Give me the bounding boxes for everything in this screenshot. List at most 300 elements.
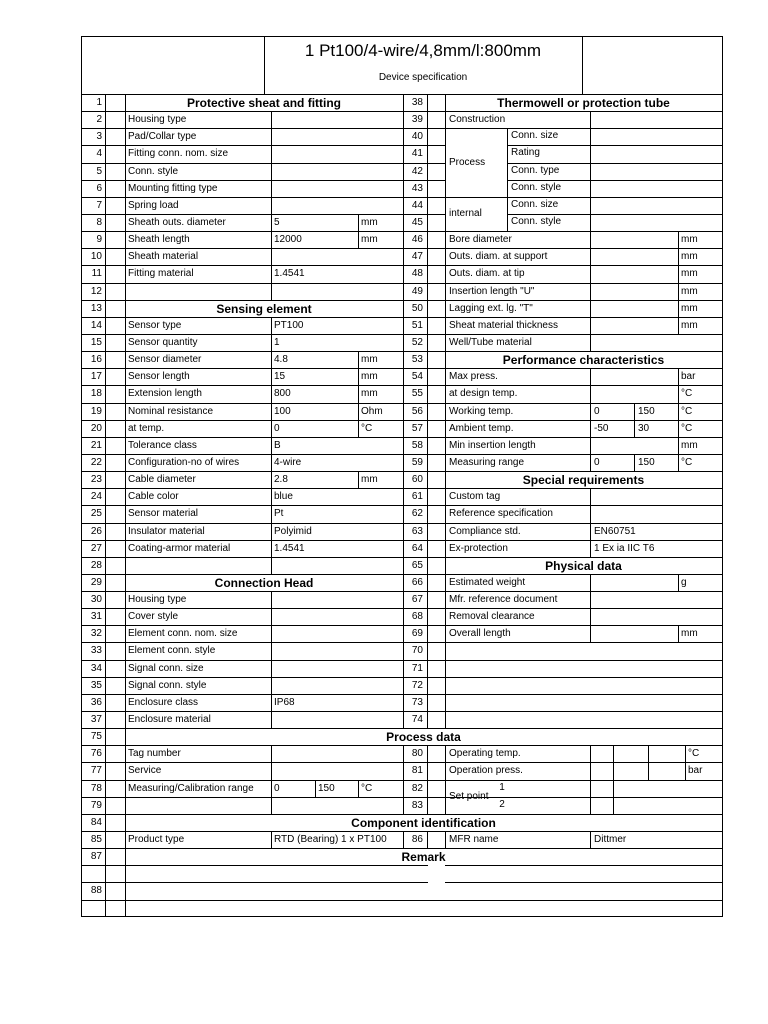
row-value: 4-wire (274, 457, 302, 468)
row-label: Sensor quantity (128, 337, 198, 348)
section-header: Process data (386, 730, 461, 744)
grid-line (125, 94, 126, 917)
grid-line (81, 728, 723, 729)
grid-line (81, 283, 723, 284)
row-number: 46 (411, 234, 423, 245)
group-label-internal: internal (449, 208, 482, 219)
row-label: Element conn. style (128, 645, 216, 656)
line-mask (446, 180, 507, 181)
row-number: 57 (411, 423, 423, 434)
grid-line (590, 180, 591, 198)
row-label: Outs. diam. at tip (449, 268, 525, 279)
row-number: 16 (90, 354, 102, 365)
row-number: 58 (411, 440, 423, 451)
grid-line (678, 283, 679, 301)
grid-line (685, 745, 686, 781)
grid-line (590, 454, 591, 472)
row-number: 79 (90, 800, 102, 811)
grid-line (81, 677, 723, 678)
grid-line (358, 368, 359, 386)
row-label: Sheath material (128, 251, 199, 262)
row-number: 65 (411, 560, 423, 571)
row-value: 30 (638, 423, 650, 434)
grid-line (271, 197, 272, 215)
grid-line (271, 128, 272, 146)
row-label: Operating temp. (449, 748, 521, 759)
row-label: Sensor type (128, 320, 182, 331)
row-value: 1.4541 (274, 268, 305, 279)
row-number: 33 (90, 645, 102, 656)
grid-line (81, 265, 723, 266)
row-label: Sheat material thickness (449, 320, 558, 331)
row-number: 22 (90, 457, 102, 468)
grid-line (271, 420, 272, 438)
row-number: 15 (90, 337, 102, 348)
row-unit: mm (361, 474, 378, 485)
row-label: Nominal resistance (128, 406, 214, 417)
row-label: Measuring/Calibration range (128, 783, 254, 794)
row-value: RTD (Bearing) 1 x PT100 (274, 834, 387, 845)
grid-line (105, 94, 106, 917)
grid-line (590, 745, 591, 815)
grid-line (81, 711, 723, 712)
row-value: 0 (594, 406, 600, 417)
grid-line (81, 625, 723, 626)
grid-line (81, 454, 723, 455)
row-number: 81 (411, 765, 423, 776)
grid-line (81, 557, 723, 558)
row-label: Lagging ext. lg. "T" (449, 303, 533, 314)
row-number: 68 (411, 611, 423, 622)
grid-line (271, 540, 272, 558)
row-unit: °C (681, 406, 693, 417)
row-number: 72 (411, 680, 423, 691)
grid-line (271, 111, 272, 129)
row-number: 52 (411, 337, 423, 348)
section-header: Special requirements (522, 473, 645, 487)
row-value: 4.8 (274, 354, 288, 365)
row-number: 4 (96, 148, 102, 159)
row-number: 82 (411, 783, 423, 794)
row-number: 28 (90, 560, 102, 571)
grid-line (81, 403, 723, 404)
grid-line (81, 94, 723, 95)
grid-line (81, 642, 723, 643)
row-value: 1 Ex ia IIC T6 (594, 543, 655, 554)
row-unit: mm (681, 251, 698, 262)
row-number: 35 (90, 680, 102, 691)
row-number: 14 (90, 320, 102, 331)
grid-line (81, 317, 723, 318)
row-unit: mm (681, 286, 698, 297)
row-value: 0 (274, 783, 280, 794)
row-label: Service (128, 765, 162, 776)
grid-line (271, 180, 272, 198)
grid-line (271, 625, 272, 643)
grid-line (613, 780, 614, 815)
row-label: Housing type (128, 594, 187, 605)
row-number: 76 (90, 748, 102, 759)
grid-line (271, 454, 272, 472)
row-value: 5 (274, 217, 280, 228)
grid-line (507, 197, 508, 215)
grid-line (590, 145, 591, 164)
row-label: Insertion length "U" (449, 286, 535, 297)
grid-line (81, 574, 723, 575)
grid-line (81, 334, 723, 335)
grid-line (634, 454, 635, 472)
grid-line (590, 128, 591, 146)
grid-line (507, 180, 723, 181)
grid-line (358, 385, 359, 404)
row-value: PT100 (274, 320, 304, 331)
grid-line (81, 780, 723, 781)
row-label: Outs. diam. at support (449, 251, 548, 262)
row-unit: mm (681, 303, 698, 314)
grid-line (678, 454, 679, 472)
row-label: Operation press. (449, 765, 523, 776)
row-number: 86 (411, 834, 423, 845)
row-label: Max press. (449, 371, 498, 382)
grid-line (634, 403, 635, 421)
row-label: Removal clearance (449, 611, 535, 622)
grid-line (358, 214, 359, 232)
row-unit: mm (361, 388, 378, 399)
grid-line (507, 163, 723, 164)
grid-line (634, 420, 635, 438)
row-number: 7 (96, 200, 102, 211)
grid-line (271, 163, 272, 181)
row-label: Estimated weight (449, 577, 526, 588)
row-unit: °C (361, 423, 373, 434)
grid-line (590, 385, 591, 404)
grid-line (81, 300, 723, 301)
grid-line (358, 471, 359, 489)
grid-line (590, 163, 591, 181)
row-number: 26 (90, 526, 102, 537)
row-number: 74 (411, 714, 423, 725)
row-label: Signal conn. style (128, 680, 207, 691)
grid-line (271, 642, 272, 661)
grid-line (358, 780, 359, 798)
set-point-1: 1 (499, 782, 505, 793)
grid-line (271, 214, 272, 232)
grid-line (678, 265, 679, 284)
grid-line (507, 163, 508, 181)
row-number: 45 (411, 217, 423, 228)
grid-line (271, 368, 272, 386)
row-label: at design temp. (449, 388, 518, 399)
grid-line (590, 214, 591, 232)
grid-line (613, 745, 614, 781)
grid-line (271, 694, 272, 712)
row-label: Custom tag (449, 491, 501, 502)
row-number: 40 (411, 131, 423, 142)
grid-line (648, 745, 649, 781)
grid-line (678, 574, 679, 592)
section-header: Physical data (545, 559, 622, 573)
row-value: 1 (274, 337, 280, 348)
row-number: 48 (411, 268, 423, 279)
row-value: 150 (318, 783, 335, 794)
grid-line (590, 368, 591, 386)
row-number: 17 (90, 371, 102, 382)
grid-line (271, 231, 272, 249)
row-number: 78 (90, 783, 102, 794)
row-label: Sheath length (128, 234, 190, 245)
row-number: 18 (90, 388, 102, 399)
row-value: Polyimid (274, 526, 312, 537)
grid-line (358, 403, 359, 421)
grid-line (590, 574, 591, 592)
row-number: 42 (411, 166, 423, 177)
row-label: Compliance std. (449, 526, 521, 537)
grid-line (358, 351, 359, 369)
row-label: Mounting fitting type (128, 183, 218, 194)
grid-line (81, 385, 723, 386)
row-label: Sensor length (128, 371, 190, 382)
row-number: 83 (411, 800, 423, 811)
row-label: Sensor diameter (128, 354, 202, 365)
grid-line (590, 505, 591, 524)
row-label: MFR name (449, 834, 499, 845)
row-label: Bore diameter (449, 234, 512, 245)
row-label: Tolerance class (128, 440, 197, 451)
row-number: 19 (90, 406, 102, 417)
row-number: 51 (411, 320, 423, 331)
row-label: Ambient temp. (449, 423, 514, 434)
row-number: 36 (90, 697, 102, 708)
row-number: 66 (411, 577, 423, 588)
grid-line (81, 111, 723, 112)
grid-line (445, 94, 446, 729)
row-value: 12000 (274, 234, 302, 245)
row-label: Insulator material (128, 526, 205, 537)
grid-line (81, 916, 723, 917)
section-header: Component identification (351, 816, 496, 830)
grid-line (271, 660, 272, 678)
grid-line (590, 591, 591, 609)
grid-line (427, 831, 428, 849)
grid-line (271, 677, 272, 695)
row-label: Spring load (128, 200, 179, 211)
row-unit: Ohm (361, 406, 383, 417)
row-number: 39 (411, 114, 423, 125)
row-unit: g (681, 577, 687, 588)
row-label: Fitting conn. nom. size (128, 148, 229, 159)
row-label: Enclosure material (128, 714, 211, 725)
section-header: Sensing element (216, 302, 312, 316)
grid-line (81, 831, 723, 832)
grid-line (81, 797, 723, 798)
row-value: IP68 (274, 697, 295, 708)
row-label: Cover style (128, 611, 179, 622)
row-unit: mm (361, 234, 378, 245)
grid-line (81, 471, 723, 472)
row-number: 63 (411, 526, 423, 537)
row-unit: mm (681, 440, 698, 451)
row-sublabel: Conn. size (511, 130, 559, 141)
grid-line (590, 420, 591, 438)
grid-line (81, 882, 428, 883)
grid-line (445, 745, 446, 815)
row-number: 85 (90, 834, 102, 845)
row-number: 20 (90, 423, 102, 434)
page-subtitle: Device specification (378, 72, 468, 83)
row-number: 13 (90, 303, 102, 314)
row-number: 80 (411, 748, 423, 759)
row-number: 69 (411, 628, 423, 639)
row-number: 32 (90, 628, 102, 639)
row-unit: bar (681, 371, 696, 382)
row-label: Sheath outs. diameter (128, 217, 226, 228)
row-unit: mm (681, 628, 698, 639)
grid-line (590, 540, 591, 558)
row-unit: mm (361, 354, 378, 365)
row-number: 8 (96, 217, 102, 228)
row-label: Ex-protection (449, 543, 508, 554)
row-unit: mm (681, 234, 698, 245)
row-label: Conn. style (128, 166, 179, 177)
grid-line (81, 36, 723, 37)
row-sublabel: Conn. style (511, 182, 562, 193)
row-number: 73 (411, 697, 423, 708)
row-number: 25 (90, 508, 102, 519)
row-label: at temp. (128, 423, 165, 434)
grid-line (507, 145, 508, 164)
page-title: 1 Pt100/4-wire/4,8mm/l:800mm (304, 41, 542, 60)
grid-line (445, 865, 723, 866)
row-number: 75 (90, 731, 102, 742)
row-value: 15 (274, 371, 286, 382)
grid-line (81, 368, 723, 369)
row-number: 34 (90, 663, 102, 674)
grid-line (81, 865, 428, 866)
grid-line (590, 334, 591, 352)
row-number: 60 (411, 474, 423, 485)
grid-line (81, 420, 723, 421)
row-number: 29 (90, 577, 102, 588)
grid-line (590, 317, 591, 335)
grid-line (507, 145, 723, 146)
row-number: 64 (411, 543, 423, 554)
row-label: Configuration-no of wires (128, 457, 240, 468)
grid-line (678, 420, 679, 438)
row-label: Element conn. nom. size (128, 628, 238, 639)
row-number: 43 (411, 183, 423, 194)
row-unit: °C (688, 748, 700, 759)
grid-line (582, 36, 583, 95)
grid-line (81, 231, 723, 232)
grid-line (271, 488, 272, 506)
section-header: Performance characteristics (502, 353, 665, 367)
grid-line (271, 283, 272, 301)
grid-line (81, 814, 723, 815)
row-label: Construction (449, 114, 506, 125)
row-label: Cable diameter (128, 474, 196, 485)
grid-line (678, 368, 679, 386)
grid-line (271, 711, 272, 729)
row-label: Cable color (128, 491, 179, 502)
row-unit: °C (681, 388, 693, 399)
row-label: Housing type (128, 114, 187, 125)
grid-line (271, 437, 272, 455)
row-number: 55 (411, 388, 423, 399)
grid-line (678, 317, 679, 335)
row-value: 0 (594, 457, 600, 468)
grid-line (590, 197, 591, 215)
row-label: Well/Tube material (449, 337, 532, 348)
set-point-label: Set point (449, 791, 489, 802)
grid-line (678, 231, 679, 249)
grid-line (81, 694, 723, 695)
row-number: 70 (411, 645, 423, 656)
row-number: 21 (90, 440, 102, 451)
row-label: Reference specification (449, 508, 553, 519)
row-number: 77 (90, 765, 102, 776)
row-number: 49 (411, 286, 423, 297)
row-number: 11 (91, 268, 102, 279)
row-number: 88 (90, 885, 102, 896)
grid-line (590, 300, 591, 318)
row-unit: bar (688, 765, 703, 776)
row-label: Enclosure class (128, 697, 199, 708)
grid-line (271, 265, 272, 284)
grid-line (590, 248, 591, 266)
row-number: 53 (411, 354, 423, 365)
row-unit: mm (361, 371, 378, 382)
row-number: 59 (411, 457, 423, 468)
grid-line (358, 420, 359, 438)
grid-line (81, 351, 723, 352)
row-number: 1 (96, 97, 102, 108)
grid-line (271, 505, 272, 524)
grid-line (497, 797, 508, 798)
grid-line (81, 505, 723, 506)
grid-line (271, 471, 272, 489)
grid-line (271, 145, 272, 164)
grid-line (590, 111, 591, 129)
row-number: 61 (411, 491, 423, 502)
row-label: Product type (128, 834, 185, 845)
row-number: 47 (411, 251, 423, 262)
group-label-process: Process (449, 157, 486, 168)
grid-line (271, 745, 272, 815)
grid-line (315, 780, 316, 798)
grid-line (81, 523, 723, 524)
grid-line (507, 214, 723, 215)
row-value: -50 (594, 423, 609, 434)
section-header: Thermowell or protection tube (497, 96, 670, 110)
section-header: Connection Head (214, 576, 314, 590)
row-label: Coating-armor material (128, 543, 231, 554)
row-label: Overall length (449, 628, 511, 639)
row-number: 41 (411, 148, 423, 159)
row-number: 67 (411, 594, 423, 605)
row-number: 44 (411, 200, 423, 211)
grid-line (590, 831, 591, 849)
grid-line (590, 403, 591, 421)
row-number: 37 (90, 714, 102, 725)
grid-line (427, 94, 428, 729)
grid-line (81, 900, 723, 901)
grid-line (507, 128, 723, 129)
row-unit: °C (681, 423, 693, 434)
grid-line (271, 248, 272, 266)
grid-line (81, 437, 723, 438)
row-number: 23 (90, 474, 102, 485)
row-value: 2.8 (274, 474, 288, 485)
